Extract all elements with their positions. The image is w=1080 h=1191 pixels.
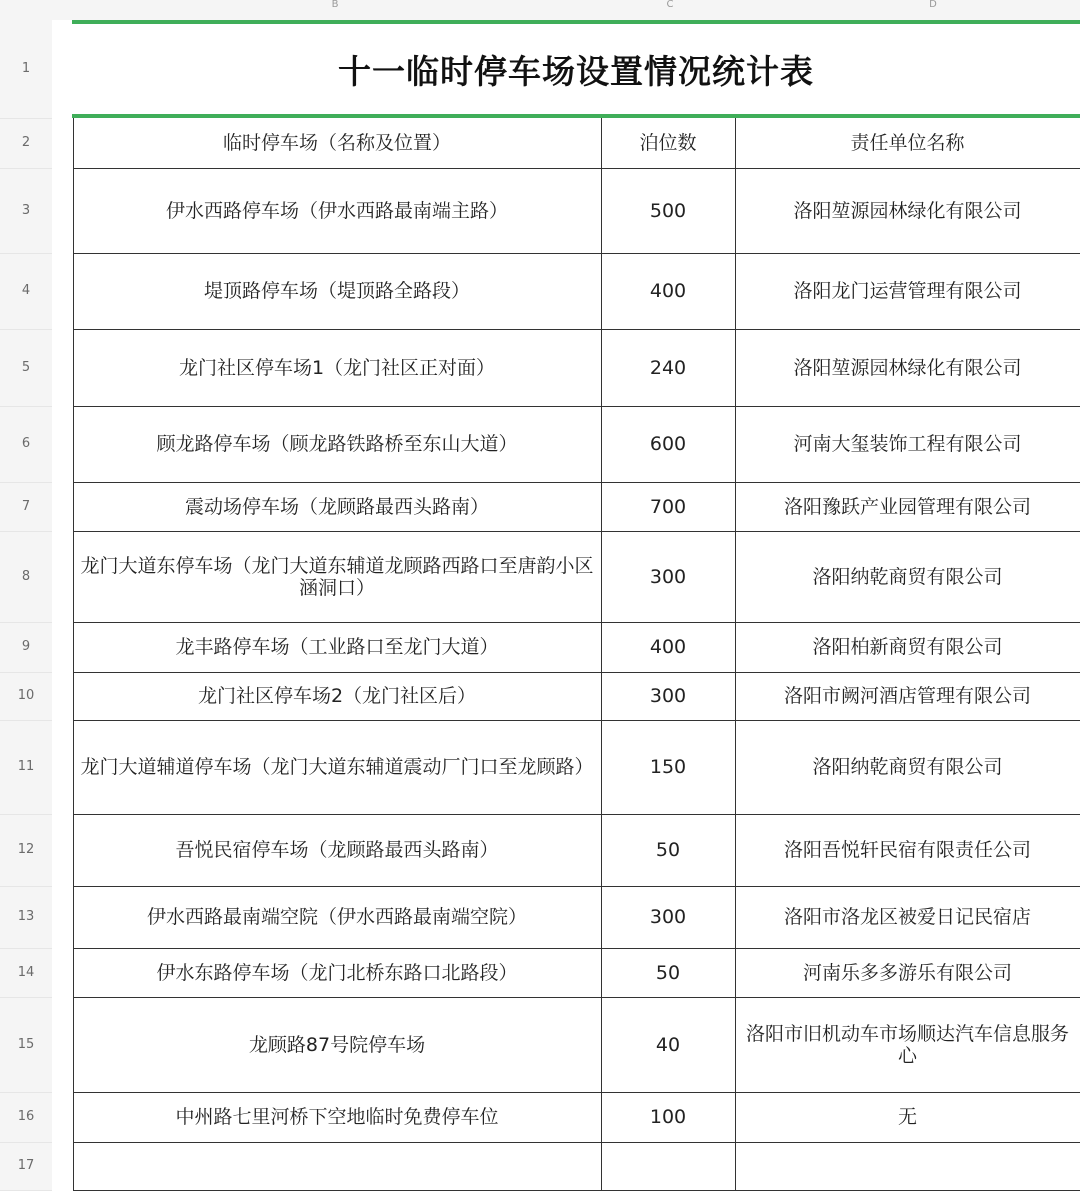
header-spaces[interactable]: 泊位数 bbox=[639, 132, 697, 154]
cell-spaces[interactable]: 150 bbox=[649, 756, 687, 778]
cell-parking-name[interactable]: 龙顾路87号院停车场 bbox=[248, 1033, 426, 1056]
cell-responsible-unit[interactable]: 洛阳市洛龙区被爱日记民宿店 bbox=[783, 906, 1031, 928]
row-border bbox=[73, 948, 1080, 949]
row-border bbox=[73, 482, 1080, 483]
cell-parking-name[interactable]: 龙门大道辅道停车场（龙门大道东辅道震动厂门口至龙顾路） bbox=[80, 756, 594, 778]
row-number[interactable]: 13 bbox=[17, 909, 35, 924]
row-number[interactable]: 5 bbox=[21, 359, 31, 375]
row-border bbox=[73, 720, 1080, 721]
cell-parking-name[interactable]: 震动场停车场（龙顾路最西头路南） bbox=[184, 495, 489, 518]
gutter-divider bbox=[0, 253, 52, 254]
row-number[interactable]: 14 bbox=[17, 964, 35, 980]
gutter-divider bbox=[0, 118, 52, 119]
cell-parking-name[interactable]: 龙丰路停车场（工业路口至龙门大道） bbox=[175, 636, 499, 658]
cell-spaces[interactable]: 300 bbox=[649, 685, 687, 707]
cell-spaces[interactable]: 300 bbox=[649, 906, 687, 928]
cell-responsible-unit[interactable]: 洛阳吾悦轩民宿有限责任公司 bbox=[783, 839, 1031, 861]
row-number[interactable]: 7 bbox=[21, 498, 31, 514]
cell-spaces[interactable]: 700 bbox=[649, 495, 687, 518]
row-border bbox=[73, 1142, 1080, 1143]
gutter-divider bbox=[0, 406, 52, 407]
gutter-divider bbox=[0, 1092, 52, 1093]
cell-responsible-unit[interactable]: 河南乐多多游乐有限公司 bbox=[802, 961, 1012, 984]
cell-spaces[interactable]: 300 bbox=[649, 565, 687, 588]
cell-responsible-unit[interactable]: 洛阳纳乾商贸有限公司 bbox=[812, 756, 1003, 778]
row-border bbox=[73, 329, 1080, 330]
cell-spaces[interactable]: 50 bbox=[655, 839, 681, 861]
gutter-divider bbox=[0, 168, 52, 169]
cell-parking-name[interactable]: 龙门大道东停车场（龙门大道东辅道龙顾路西路口至唐韵小区涵洞口） bbox=[80, 554, 594, 599]
row-number[interactable]: 6 bbox=[21, 436, 31, 451]
row-number[interactable]: 8 bbox=[21, 568, 31, 584]
cell-spaces[interactable]: 40 bbox=[655, 1033, 681, 1056]
gutter-divider bbox=[0, 672, 52, 673]
row-border bbox=[73, 531, 1080, 532]
cell-responsible-unit[interactable]: 洛阳市旧机动车市场顺达汽车信息服务心 bbox=[745, 1022, 1069, 1067]
cell-spaces[interactable]: 500 bbox=[649, 199, 687, 222]
cell-responsible-unit[interactable]: 洛阳豫跃产业园管理有限公司 bbox=[783, 495, 1031, 518]
gutter-divider bbox=[0, 482, 52, 483]
column-border bbox=[73, 118, 74, 1190]
header-responsible-unit[interactable]: 责任单位名称 bbox=[850, 132, 965, 154]
cell-responsible-unit[interactable]: 洛阳纳乾商贸有限公司 bbox=[812, 565, 1003, 588]
cell-responsible-unit[interactable]: 无 bbox=[897, 1106, 917, 1128]
row-border bbox=[73, 997, 1080, 998]
column-letter-b[interactable]: B bbox=[331, 0, 339, 10]
cell-spaces[interactable]: 400 bbox=[649, 280, 687, 302]
cell-parking-name[interactable]: 伊水西路停车场（伊水西路最南端主路） bbox=[165, 199, 508, 222]
row-number[interactable]: 4 bbox=[21, 283, 31, 298]
gutter-divider bbox=[0, 997, 52, 998]
gutter-divider bbox=[0, 886, 52, 887]
row-number[interactable]: 2 bbox=[21, 135, 31, 150]
cell-responsible-unit[interactable]: 洛阳堃源园林绿化有限公司 bbox=[793, 199, 1022, 222]
row-border bbox=[73, 168, 1080, 169]
gutter-divider bbox=[0, 531, 52, 532]
cell-parking-name[interactable]: 吾悦民宿停车场（龙顾路最西头路南） bbox=[175, 839, 499, 861]
cell-spaces[interactable]: 50 bbox=[655, 961, 681, 984]
cell-parking-name[interactable]: 伊水东路停车场（龙门北桥东路口北路段） bbox=[156, 961, 518, 984]
cell-parking-name[interactable]: 顾龙路停车场（顾龙路铁路桥至东山大道） bbox=[156, 433, 518, 455]
row-number[interactable]: 16 bbox=[17, 1109, 35, 1124]
cell-spaces[interactable]: 600 bbox=[649, 433, 687, 455]
cell-parking-name[interactable]: 堤顶路停车场（堤顶路全路段） bbox=[203, 280, 470, 302]
row-border bbox=[73, 253, 1080, 254]
cell-spaces[interactable]: 240 bbox=[649, 356, 687, 379]
cell-responsible-unit[interactable]: 河南大玺装饰工程有限公司 bbox=[793, 433, 1022, 455]
header-name-location[interactable]: 临时停车场（名称及位置） bbox=[222, 132, 451, 154]
row-border bbox=[73, 672, 1080, 673]
gutter-divider bbox=[0, 1142, 52, 1143]
row-border bbox=[73, 814, 1080, 815]
row-number[interactable]: 12 bbox=[17, 842, 35, 857]
row-number[interactable]: 17 bbox=[17, 1158, 35, 1173]
row-number[interactable]: 15 bbox=[17, 1036, 35, 1052]
column-border bbox=[735, 118, 736, 1190]
gutter-divider bbox=[0, 814, 52, 815]
cell-responsible-unit[interactable]: 洛阳堃源园林绿化有限公司 bbox=[793, 356, 1022, 379]
row-border bbox=[73, 406, 1080, 407]
column-border bbox=[601, 118, 602, 1190]
gutter-divider bbox=[0, 622, 52, 623]
cell-spaces[interactable]: 100 bbox=[649, 1106, 687, 1128]
cell-parking-name[interactable]: 龙门社区停车场2（龙门社区后） bbox=[197, 685, 477, 707]
cell-responsible-unit[interactable]: 洛阳市阙河酒店管理有限公司 bbox=[783, 685, 1031, 707]
row-number[interactable]: 3 bbox=[21, 202, 31, 218]
spreadsheet-grid bbox=[52, 20, 1080, 1190]
row-number[interactable]: 10 bbox=[17, 688, 35, 703]
row-border bbox=[73, 1092, 1080, 1093]
row-border bbox=[73, 886, 1080, 887]
row-border bbox=[73, 622, 1080, 623]
cell-parking-name[interactable]: 中州路七里河桥下空地临时免费停车位 bbox=[175, 1106, 499, 1128]
gutter-divider bbox=[0, 329, 52, 330]
column-header-bar bbox=[0, 0, 1080, 21]
column-letter-d[interactable]: D bbox=[929, 0, 937, 10]
cell-parking-name[interactable]: 伊水西路最南端空院（伊水西路最南端空院） bbox=[146, 906, 527, 928]
sheet-title[interactable]: 十一临时停车场设置情况统计表 bbox=[72, 20, 1080, 118]
cell-spaces[interactable]: 400 bbox=[649, 636, 687, 658]
row-number-gutter bbox=[0, 20, 53, 1190]
cell-parking-name[interactable]: 龙门社区停车场1（龙门社区正对面） bbox=[178, 356, 496, 379]
gutter-divider bbox=[0, 720, 52, 721]
cell-responsible-unit[interactable]: 洛阳柏新商贸有限公司 bbox=[812, 636, 1003, 658]
row-number[interactable]: 9 bbox=[21, 639, 31, 654]
cell-responsible-unit[interactable]: 洛阳龙门运营管理有限公司 bbox=[793, 280, 1022, 302]
gutter-divider bbox=[0, 948, 52, 949]
row-number[interactable]: 11 bbox=[17, 759, 35, 774]
row-number[interactable]: 1 bbox=[21, 61, 31, 76]
column-letter-c[interactable]: C bbox=[666, 0, 674, 10]
